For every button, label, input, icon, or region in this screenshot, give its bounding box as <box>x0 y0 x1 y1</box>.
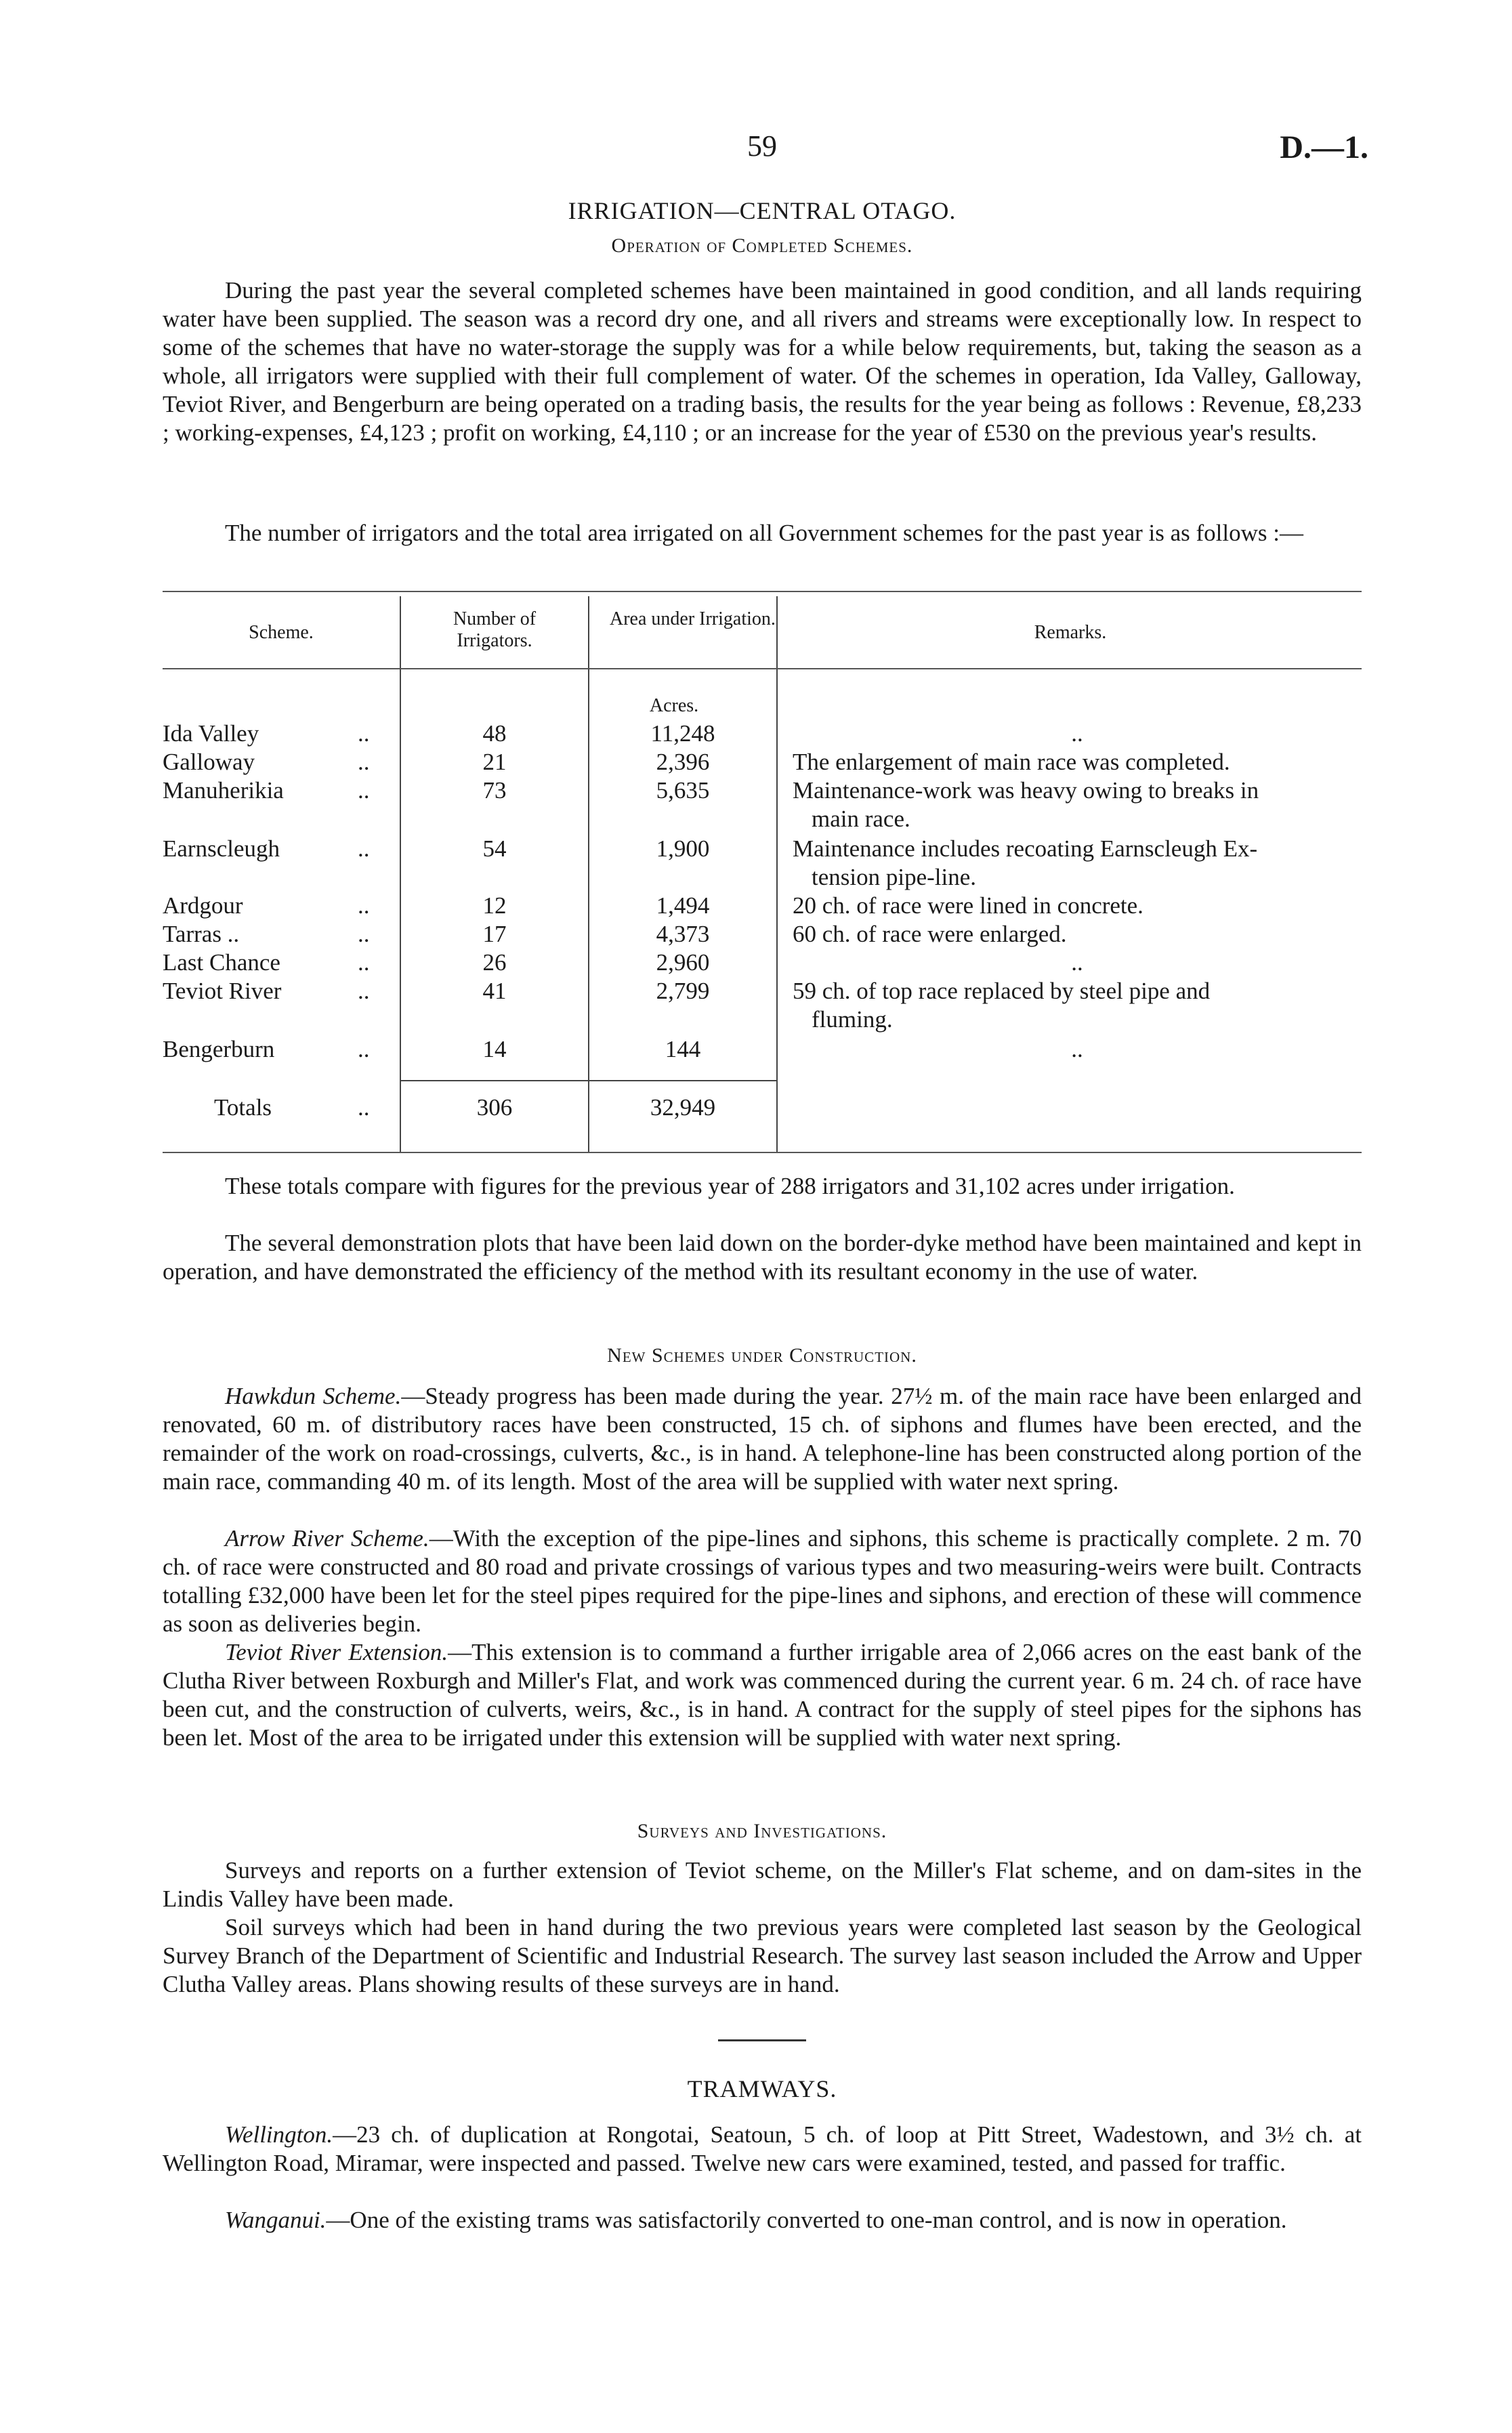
table-header-irrigators: Number of Irrigators. <box>453 608 537 651</box>
leader-dots: .. <box>358 949 370 976</box>
remark-text: Maintenance-work was heavy owing to breaks in <box>793 777 1259 804</box>
table-header-area: Area under Irrigation. <box>610 608 776 629</box>
paragraph-teviot-extension <box>163 1638 1362 1752</box>
scheme-name: Earnscleugh <box>163 835 280 862</box>
table-header-remarks: Remarks. <box>1034 622 1107 643</box>
scheme-name: Last Chance <box>163 949 280 976</box>
wanganui-title: Wanganui. <box>225 2207 327 2233</box>
remark-block <box>793 977 1362 1034</box>
area-acres: 11,248 <box>650 720 715 747</box>
paragraph-operation-2: The number of irrigators and the total area irrigated on all Government schemes for the past year is as follows :— <box>225 520 1303 546</box>
paragraph-operation-1: During the past year the several completed schemes have been maintained in good condition, and all lands requiring water have been supplied. The season was a record dry one, and all rivers and streams were exceptionally low. In respect to some of the schemes that have no water-storage the supply was for a while below requirements, but, taking the season as a whole, all irrigators were supplied with their full complement of water. Of the schemes in operation, Ida Valley, Galloway, Teviot River, and Bengerburn are being operated on a trading basis, the results for the year being as follows : Revenue, £8,233 ; working-expenses, £4,123 ; profit on working, £4,110 ; or an increase for the year of £530 on the previous year's results. <box>163 277 1362 446</box>
irrigators-count: 54 <box>482 835 507 862</box>
remark-continuation: fluming. <box>812 1006 893 1033</box>
total-irrigators: 306 <box>476 1094 513 1121</box>
area-acres: 1,494 <box>656 892 710 919</box>
totals-label: Totals <box>214 1094 272 1121</box>
scheme-name: Bengerburn <box>163 1036 275 1062</box>
teviot-extension-text: —This extension is to command a further irrigable area of 2,066 acres on the east bank of the Clutha River between Roxburgh and Miller's Flat, and work was commenced during the current year. 6 m. 24 ch. of race have been cut, and the construction of culverts, weirs, &c., is in hand. A contract for the supply of steel pipes for the siphons has been let. Most of the area to be irrigated under this extension will be supplied with water next spring. <box>163 1639 1362 1751</box>
leader-dots: .. <box>358 1036 370 1062</box>
irrigators-count: 48 <box>482 720 507 747</box>
remark-text: .. <box>1071 949 1083 976</box>
arrow-river-text: —With the exception of the pipe-lines and siphons, this scheme is practically complete. 2 m. 70 ch. of race were constructed and 80 road and private crossings of various types and two measuring-weirs were built. Contracts totalling £32,000 have been let for the steel pipes required for the pipe-lines and siphons, and erection of these will commence as soon as deliveries begin. <box>163 1525 1362 1637</box>
scheme-name: Ida Valley <box>163 720 259 747</box>
paragraph-demonstration-plots: The several demonstration plots that have been laid down on the border-dyke method have been maintained and kept in operation, and have demonstrated the efficiency of the method with its resultant economy in the use of water. <box>163 1230 1362 1285</box>
wanganui-text: —One of the existing trams was satisfactorily converted to one-man control, and is now in operation. <box>326 2207 1287 2233</box>
table-col-divider <box>776 596 778 1152</box>
leader-dots: .. <box>358 978 370 1004</box>
leader-dots: .. <box>358 749 370 775</box>
table-unit-acres: Acres. <box>649 695 699 716</box>
remark-text: .. <box>1071 1036 1083 1062</box>
hawkdun-text: —Steady progress has been made during the year. 27½ m. of the main race have been enlarged and renovated, 60 m. of distributory races have been constructed, 15 ch. of siphons and flumes have been erected, and the remainder of the work on road-crossings, culverts, &c., is in hand. A telephone-line has been constructed along portion of the main race, commanding 40 m. of its length. Most of the area will be supplied with water next spring. <box>163 1383 1362 1495</box>
remark-continuation: main race. <box>812 806 910 832</box>
irrigators-count: 26 <box>482 949 507 976</box>
page-number: 59 <box>747 129 777 163</box>
wellington-title: Wellington. <box>225 2121 333 2148</box>
irrigators-count: 12 <box>482 892 507 919</box>
area-acres: 4,373 <box>656 921 710 947</box>
document-reference: D.—1. <box>1280 129 1368 165</box>
scheme-name: Tarras .. <box>163 921 240 947</box>
table-header-rule <box>163 668 1362 669</box>
paragraph-wanganui <box>163 2206 1362 2234</box>
remark-block <box>793 776 1362 833</box>
totals-rule <box>401 1080 776 1081</box>
teviot-extension-title: Teviot River Extension. <box>225 1639 448 1665</box>
hawkdun-title: Hawkdun Scheme. <box>225 1383 402 1409</box>
table-bottom-rule <box>163 1152 1362 1153</box>
paragraph-surveys-1: Surveys and reports on a further extension of Teviot scheme, on the Miller's Flat scheme, and on dam-sites in the Lindis Valley have been made. <box>163 1857 1362 1912</box>
table-top-rule <box>163 591 1362 592</box>
remark-text: .. <box>1071 720 1083 747</box>
irrigators-count: 41 <box>482 978 507 1004</box>
area-acres: 2,960 <box>656 949 710 976</box>
paragraph-wellington <box>163 2121 1362 2178</box>
leader-dots: .. <box>358 777 370 804</box>
scheme-name: Manuherikia <box>163 777 284 804</box>
area-acres: 144 <box>665 1036 701 1062</box>
heading-operation: Operation of Completed Schemes. <box>611 234 913 257</box>
heading-surveys: Surveys and Investigations. <box>637 1820 887 1842</box>
remark-text: 20 ch. of race were lined in concrete. <box>793 892 1143 919</box>
remark-continuation: tension pipe-line. <box>812 864 977 890</box>
leader-dots: .. <box>358 892 370 919</box>
remark-text: The enlargement of main race was completed. <box>793 749 1230 775</box>
section-divider <box>718 2039 806 2041</box>
paragraph-surveys-2: Soil surveys which had been in hand during the two previous years were completed last season by the Geological Survey Branch of the Department of Scientific and Industrial Research. The survey last season included the Arrow and Upper Clutha Valley areas. Plans showing results of these surveys are in hand. <box>163 1914 1362 1997</box>
paragraph-hawkdun <box>163 1382 1362 1496</box>
remark-text: 60 ch. of race were enlarged. <box>793 921 1067 947</box>
section-title-irrigation: IRRIGATION—CENTRAL OTAGO. <box>568 197 957 224</box>
table-col-divider <box>400 596 401 1152</box>
area-acres: 2,396 <box>656 749 710 775</box>
irrigators-count: 14 <box>482 1036 507 1062</box>
irrigators-count: 73 <box>482 777 507 804</box>
area-acres: 5,635 <box>656 777 710 804</box>
remark-text: 59 ch. of top race replaced by steel pipe and <box>793 978 1211 1004</box>
area-acres: 2,799 <box>656 978 710 1004</box>
remark-block <box>793 835 1362 892</box>
paragraph-arrow-river <box>163 1524 1362 1638</box>
leader-dots: .. <box>358 720 370 747</box>
irrigators-count: 21 <box>482 749 507 775</box>
table-col-divider <box>588 596 589 1152</box>
leader-dots: .. <box>358 921 370 947</box>
remark-text: Maintenance includes recoating Earnscleugh Ex- <box>793 835 1258 862</box>
table-header-scheme: Scheme. <box>249 622 314 643</box>
leader-dots: .. <box>358 1094 370 1121</box>
total-area: 32,949 <box>650 1094 716 1121</box>
section-title-tramways: TRAMWAYS. <box>687 2075 837 2102</box>
arrow-river-title: Arrow River Scheme. <box>225 1525 429 1552</box>
paragraph-totals-compare: These totals compare with figures for the previous year of 288 irrigators and 31,102 acres under irrigation. <box>225 1173 1235 1199</box>
scheme-name: Ardgour <box>163 892 243 919</box>
leader-dots: .. <box>358 835 370 862</box>
area-acres: 1,900 <box>656 835 710 862</box>
irrigators-count: 17 <box>482 921 507 947</box>
wellington-text: —23 ch. of duplication at Rongotai, Seatoun, 5 ch. of loop at Pitt Street, Wadestown, and 3½ ch. at Wellington Road, Miramar, were inspected and passed. Twelve new cars were examined, tested, and passed for traffic. <box>163 2121 1362 2176</box>
scheme-name: Teviot River <box>163 978 282 1004</box>
heading-new-schemes: New Schemes under Construction. <box>607 1344 917 1367</box>
scheme-name: Galloway <box>163 749 255 775</box>
